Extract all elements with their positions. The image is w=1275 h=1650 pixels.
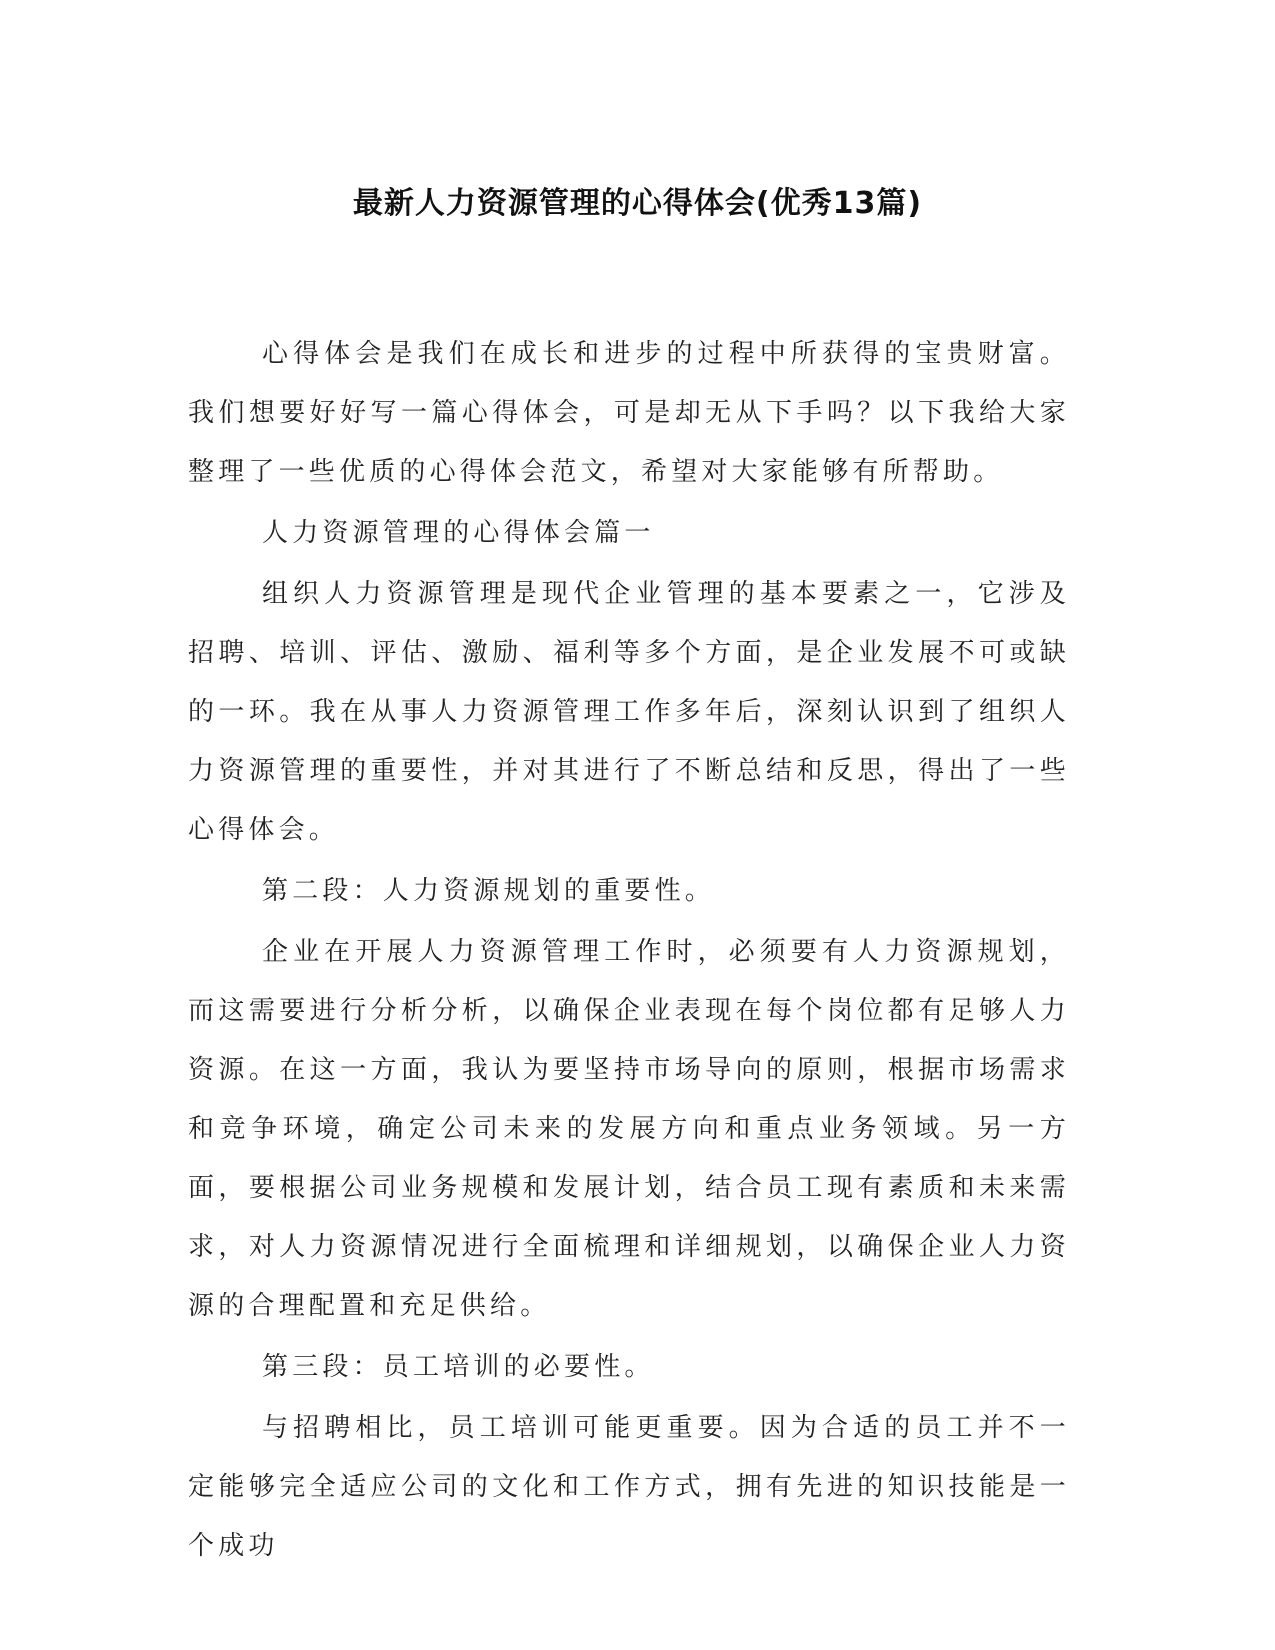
document-title: 最新人力资源管理的心得体会(优秀13篇): [352, 186, 923, 221]
body-paragraph: 企业在开展人力资源管理工作时，必须要有人力资源规划，而这需要进行分析分析，以确保企业表现在每个岗位都有足够人力资源。在这一方面，我认为要坚持市场导向的原则，根据市场需求和竞争环境，确定公司未来的发展方向和重点业务领域。另一方面，要根据公司业务规模和发展计划，结合员工现有素质和未来需求，对人力资源情况进行全面梳理和详细规划，以确保企业人力资源的合理配置和充足供给。: [188, 937, 1070, 1321]
body-paragraph: 组织人力资源管理是现代企业管理的基本要素之一，它涉及招聘、培训、评估、激励、福利等多个方面，是企业发展不可或缺的一环。我在从事人力资源管理工作多年后，深刻认识到了组织人力资源管理的重要性，并对其进行了不断总结和反思，得出了一些心得体会。: [188, 579, 1070, 845]
document-body: [188, 325, 1070, 1578]
body-paragraph: 与招聘相比，员工培训可能更重要。因为合适的员工并不一定能够完全适应公司的文化和工作方式，拥有先进的知识技能是一个成功: [188, 1413, 1070, 1561]
intro-paragraph: 心得体会是我们在成长和进步的过程中所获得的宝贵财富。我们想要好好写一篇心得体会，可是却无从下手吗？以下我给大家整理了一些优质的心得体会范文，希望对大家能够有所帮助。: [188, 339, 1070, 487]
section-heading-third: 第三段：员工培训的必要性。: [262, 1352, 655, 1382]
section-heading-part-one: 人力资源管理的心得体会篇一: [262, 518, 655, 548]
section-heading-second: 第二段：人力资源规划的重要性。: [262, 876, 716, 906]
